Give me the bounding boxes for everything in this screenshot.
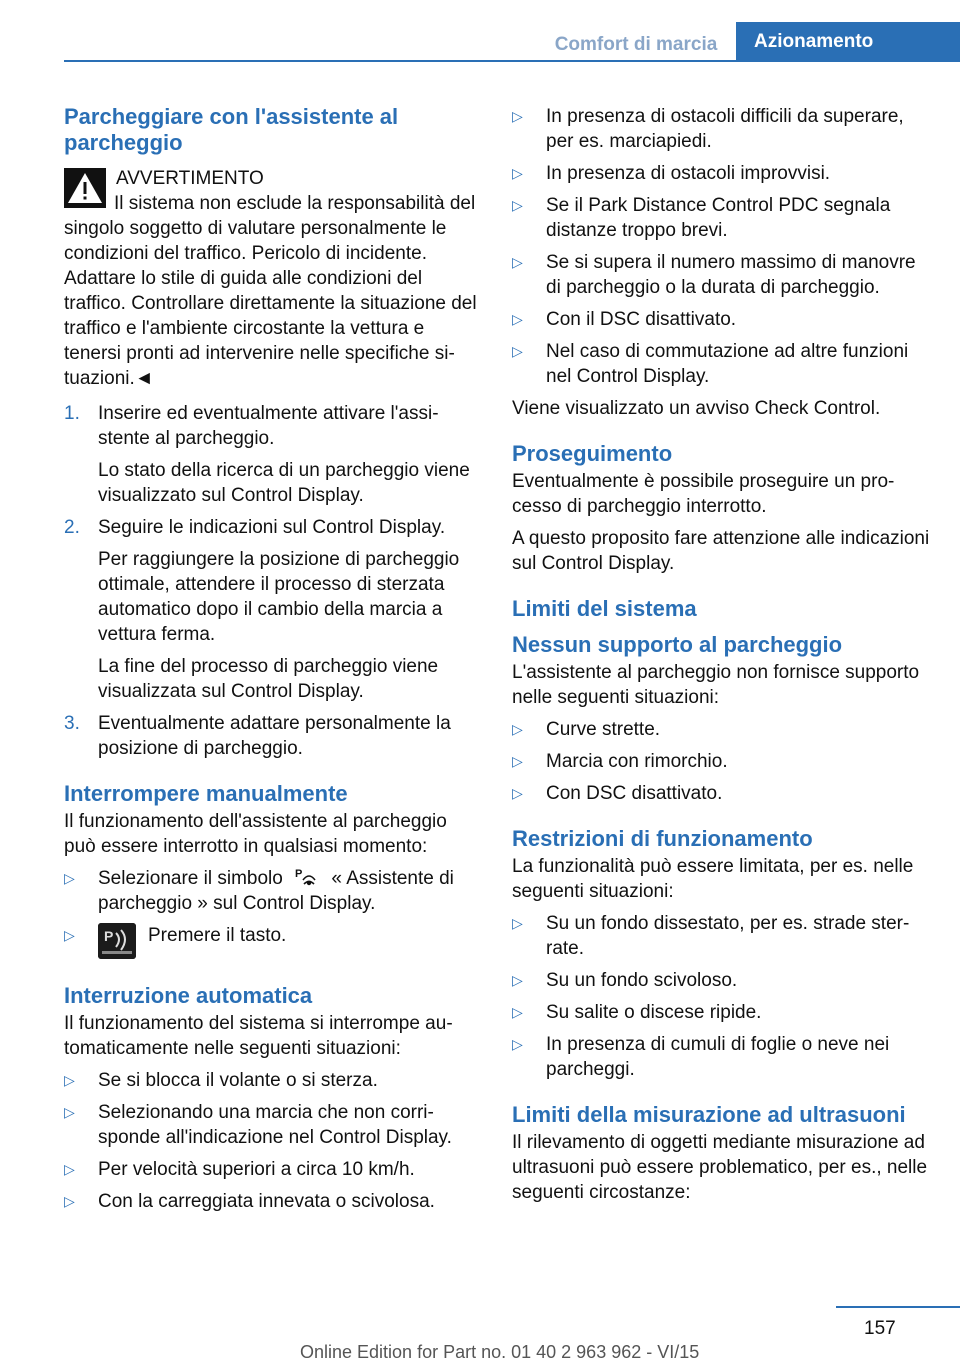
bullet-list [512, 104, 930, 389]
left-column [64, 100, 482, 1221]
list-item-text: Selezionando una marcia che non corrisponde all'indicazione nel Control Display. [98, 1102, 452, 1148]
step-number: 3. [64, 713, 80, 734]
bullet-arrow-icon: ▷ [512, 721, 523, 737]
page-header [0, 0, 960, 62]
bullet-arrow-icon: ▷ [64, 927, 75, 943]
list-item [64, 1100, 482, 1150]
list-item-text: Se si supera il numero massimo di manovre di parcheggio o la durata di parcheggio. [546, 252, 916, 298]
bullet-arrow-icon: ▷ [64, 870, 75, 886]
svg-text:P: P [104, 928, 114, 944]
bullet-arrow-icon: ▷ [512, 197, 523, 213]
list-item [64, 1157, 482, 1182]
step-note: Lo stato della ricerca di un parcheggio viene visualizzato sul Control Display. [98, 460, 470, 506]
heading-resume: Proseguimento [512, 441, 673, 466]
list-item [512, 1032, 930, 1082]
right-column [512, 100, 930, 1212]
warning-text: Il sistema non esclude la responsabilità del singolo soggetto di valutare personalmente le condizioni del traffico. Pericolo di incidente. Adattare lo stile di guida alle condizioni del traffico. Controllare direttamente la situazione del traffico e l'ambiente circostante la vettura e tenersi pronti ad intervenire nelle specifiche situazioni.◄ [64, 193, 477, 389]
list-item [512, 968, 930, 993]
list-item [64, 1189, 482, 1214]
list-item [512, 193, 930, 243]
list-item [512, 781, 930, 806]
list-item-text: Con la carreggiata innevata o scivolosa. [98, 1191, 435, 1212]
bullet-arrow-icon: ▷ [512, 972, 523, 988]
step-note: Per raggiungere la posizione di parcheggio ottimale, attendere il processo di sterzata automatico dopo il cambio della marcia a vettura ferma. [98, 549, 460, 645]
list-item-text: In presenza di ostacoli difficili da superare, per es. marciapiedi. [546, 106, 904, 152]
parking-assistant-icon [294, 866, 320, 888]
list-item [512, 161, 930, 186]
header-rule [64, 60, 960, 62]
list-item-text: Su un fondo dissestato, per es. strade sterrate. [546, 913, 910, 959]
heading-auto-interrupt: Interruzione automatica [64, 983, 313, 1008]
parking-button-icon [98, 923, 136, 959]
bullet-list [512, 717, 930, 806]
list-item-text: In presenza di ostacoli improvvisi. [546, 163, 831, 184]
list-item-text: Marcia con rimorchio. [546, 751, 728, 772]
list-item-text: Su un fondo scivoloso. [546, 970, 738, 991]
bullet-arrow-icon: ▷ [512, 1036, 523, 1052]
heading-restrictions: Restrizioni di funzionamento [512, 826, 813, 851]
list-item-text: Curve strette. [546, 719, 661, 740]
paragraph: Viene visualizzato un avviso Check Control. [512, 398, 881, 419]
step-note: La fine del processo di parcheggio viene visualizzata sul Control Display. [98, 656, 439, 702]
paragraph: Eventualmente è possibile proseguire un processo di parcheggio interrotto. [512, 471, 895, 517]
list-item [512, 749, 930, 774]
list-item [64, 923, 482, 963]
list-item-text: « Assistente di parcheggio » sul Control Display. [98, 868, 454, 914]
bullet-arrow-icon: ▷ [512, 254, 523, 270]
bullet-arrow-icon: ▷ [512, 311, 523, 327]
heading-no-support: Nessun supporto al parcheggio [512, 632, 843, 657]
bullet-list [512, 911, 930, 1082]
bullet-arrow-icon: ▷ [64, 1072, 75, 1088]
bullet-arrow-icon: ▷ [512, 165, 523, 181]
step-text: Eventualmente adattare personalmente la posizione di parcheggio. [98, 713, 451, 759]
bullet-arrow-icon: ▷ [512, 343, 523, 359]
section-tab-comfort: Comfort di marcia [554, 34, 718, 55]
warning-triangle-icon [64, 168, 106, 208]
bullet-arrow-icon: ▷ [512, 753, 523, 769]
paragraph: Il rilevamento di oggetti mediante misurazione ad ultrasuoni può essere problematico, per es., nelle seguenti circostanze: [512, 1132, 928, 1203]
step-number: 2. [64, 517, 80, 538]
bullet-arrow-icon: ▷ [512, 785, 523, 801]
step-number: 1. [64, 403, 80, 424]
list-item [512, 717, 930, 742]
heading-ultrasound-limits: Limiti della misurazione ad ultrasuoni [512, 1102, 906, 1127]
page-number: 157 [864, 1318, 896, 1339]
list-item-text: In presenza di cumuli di foglie o neve nei parcheggi. [546, 1034, 890, 1080]
list-item-text: Premere il tasto. [148, 925, 287, 946]
list-item [512, 339, 930, 389]
edition-footer: Online Edition for Part no. 01 40 2 963 962 - VI/15 [300, 1342, 700, 1362]
list-item-text: Per velocità superiori a circa 10 km/h. [98, 1159, 415, 1180]
paragraph: La funzionalità può essere limitata, per es. nelle seguenti situazioni: [512, 856, 914, 902]
list-item-text: Nel caso di commutazione ad altre funzioni nel Control Display. [546, 341, 909, 387]
steps-list [64, 401, 482, 761]
paragraph: A questo proposito fare attenzione alle indicazioni sul Control Display. [512, 528, 930, 574]
step-item [64, 711, 482, 761]
bullet-arrow-icon: ▷ [64, 1193, 75, 1209]
footer-rule [836, 1306, 960, 1308]
step-text: Inserire ed eventualmente attivare l'assistente al parcheggio. [98, 403, 439, 449]
bullet-arrow-icon: ▷ [512, 1004, 523, 1020]
bullet-arrow-icon: ▷ [64, 1161, 75, 1177]
list-item [64, 1068, 482, 1093]
list-item-text: Con DSC disattivato. [546, 783, 723, 804]
list-item-text: Su salite o discese ripide. [546, 1002, 762, 1023]
list-item [512, 250, 930, 300]
paragraph: Il funzionamento dell'assistente al parcheggio può essere interrotto in qualsiasi momento: [64, 811, 447, 857]
step-item [64, 401, 482, 508]
heading-manual-interrupt: Interrompere manualmente [64, 781, 348, 806]
bullet-list [64, 1068, 482, 1214]
list-item-text: Selezionare il simbolo [98, 868, 283, 889]
section-tab-azionamento: Azionamento [736, 22, 960, 62]
list-item [512, 104, 930, 154]
paragraph: Il funzionamento del sistema si interrompe automaticamente nelle seguenti situazioni: [64, 1013, 453, 1059]
svg-text:P: P [295, 868, 303, 880]
list-item [512, 1000, 930, 1025]
list-item [64, 866, 482, 916]
list-item [512, 911, 930, 961]
step-text: Seguire le indicazioni sul Control Display. [98, 517, 446, 538]
warning-title: AVVERTIMENTO [116, 168, 264, 189]
heading-system-limits: Limiti del sistema [512, 596, 697, 621]
list-item-text: Con il DSC disattivato. [546, 309, 737, 330]
bullet-arrow-icon: ▷ [512, 108, 523, 124]
list-item [512, 307, 930, 332]
warning-box [64, 166, 482, 391]
list-item-text: Se il Park Distance Control PDC segnala distanze troppo brevi. [546, 195, 891, 241]
paragraph: L'assistente al parcheggio non fornisce supporto nelle seguenti situazioni: [512, 662, 920, 708]
list-item-text: Se si blocca il volante o si sterza. [98, 1070, 378, 1091]
step-item [64, 515, 482, 704]
bullet-arrow-icon: ▷ [512, 915, 523, 931]
section-title: Parcheggiare con l'assistente al parcheggio [64, 104, 399, 155]
bullet-list [64, 866, 482, 963]
bullet-arrow-icon: ▷ [64, 1104, 75, 1120]
